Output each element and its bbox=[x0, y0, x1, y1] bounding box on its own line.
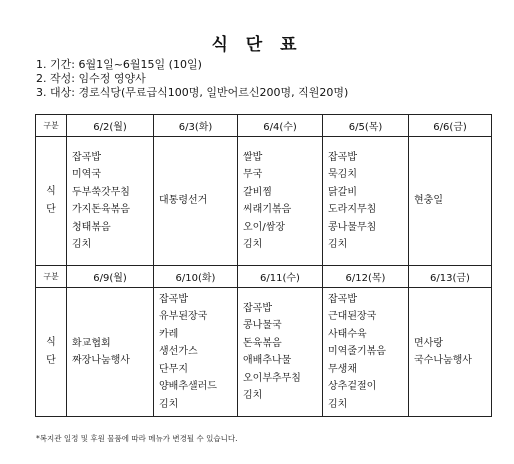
date-cell: 6/6(금) bbox=[409, 115, 492, 137]
date-cell: 6/2(월) bbox=[67, 115, 154, 137]
menu-item: 묵김치 bbox=[328, 169, 357, 180]
menu-item: 면사랑 bbox=[414, 337, 443, 349]
info-block bbox=[36, 58, 348, 100]
date-cell: 6/10(화) bbox=[154, 266, 238, 288]
menu-cell bbox=[67, 137, 154, 266]
date-cell: 6/3(화) bbox=[154, 115, 238, 137]
menu-item: 김치 bbox=[328, 398, 348, 410]
menu-item: 잡곡밥 bbox=[328, 293, 357, 305]
menu-item: 오이/쌈장 bbox=[243, 221, 286, 233]
side-label-char: 식 bbox=[46, 337, 56, 348]
menu-cell bbox=[323, 288, 409, 417]
menu-item: 닭갈비 bbox=[328, 186, 357, 198]
side-label-char: 단 bbox=[46, 355, 56, 366]
side-label bbox=[36, 137, 67, 266]
menu-item: 오이부추무침 bbox=[243, 372, 301, 384]
header-label: 구분 bbox=[36, 266, 67, 288]
date-cell: 6/4(수) bbox=[238, 115, 323, 137]
menu-cell bbox=[409, 137, 492, 266]
week1-menu-row bbox=[36, 137, 492, 266]
date-cell: 6/12(목) bbox=[323, 266, 409, 288]
info-author: 2. 작성: 임수정 영양사 bbox=[36, 72, 146, 85]
menu-item: 콩나물무침 bbox=[328, 221, 377, 233]
menu-item: 가지돈육볶음 bbox=[72, 204, 130, 215]
menu-item: 무생채 bbox=[328, 363, 357, 375]
menu-item: 김치 bbox=[159, 398, 179, 410]
info-target: 3. 대상: 경로식당(무료급식100명, 일반어르신200명, 직원20명) bbox=[36, 86, 349, 99]
menu-cell bbox=[238, 288, 323, 417]
week2-menu-row bbox=[36, 288, 492, 417]
menu-cell bbox=[409, 288, 492, 417]
header-label: 구분 bbox=[36, 115, 67, 137]
menu-item: 도라지무침 bbox=[328, 204, 377, 215]
menu-item: 두부쑥갓무침 bbox=[72, 186, 130, 198]
menu-item: 청태볶음 bbox=[72, 221, 111, 233]
menu-item: 근대된장국 bbox=[328, 311, 377, 323]
menu-cell bbox=[323, 137, 409, 266]
menu-item: 유부된장국 bbox=[159, 311, 208, 323]
menu-item: 김치 bbox=[72, 239, 92, 250]
menu-item: 대통령선거 bbox=[159, 195, 208, 207]
menu-item: 단무지 bbox=[159, 363, 188, 375]
menu-item: 현충일 bbox=[414, 195, 443, 207]
menu-item: 미역줄기볶음 bbox=[328, 346, 386, 358]
menu-item: 쌀밥 bbox=[243, 151, 263, 163]
menu-cell bbox=[67, 288, 154, 417]
menu-item: 화교협회 bbox=[72, 337, 111, 349]
menu-item: 상추겉절이 bbox=[328, 381, 377, 393]
date-cell: 6/11(수) bbox=[238, 266, 323, 288]
menu-item: 갈비찜 bbox=[243, 186, 272, 198]
menu-item: 씨래기볶음 bbox=[243, 204, 292, 215]
menu-item: 잡곡밥 bbox=[328, 151, 357, 163]
menu-item: 무국 bbox=[243, 169, 263, 180]
side-label-char: 단 bbox=[46, 204, 56, 215]
menu-item: 김치 bbox=[328, 239, 348, 250]
menu-item: 카레 bbox=[159, 328, 179, 340]
menu-item: 돈육볶음 bbox=[243, 337, 282, 349]
week2-header-row bbox=[36, 266, 492, 288]
menu-item: 잡곡밥 bbox=[72, 151, 101, 163]
menu-cell bbox=[154, 137, 238, 266]
menu-item: 애배추나물 bbox=[243, 355, 292, 366]
menu-item: 김치 bbox=[243, 239, 263, 250]
menu-cell bbox=[154, 288, 238, 417]
menu-item: 미역국 bbox=[72, 169, 101, 180]
side-label-char: 식 bbox=[46, 186, 56, 197]
menu-item: 잡곡밥 bbox=[159, 293, 188, 305]
footnote: *복지관 일정 및 후원 물품에 따라 메뉴가 변경될 수 있습니다. bbox=[36, 434, 238, 443]
page-title: 식 단 표 bbox=[211, 35, 303, 55]
menu-item: 국수나눔행사 bbox=[414, 355, 472, 366]
menu-item: 사태수육 bbox=[328, 328, 367, 340]
menu-item: 김치 bbox=[243, 390, 263, 401]
menu-item: 짜장나눔행사 bbox=[72, 355, 130, 366]
date-cell: 6/13(금) bbox=[409, 266, 492, 288]
date-cell: 6/5(목) bbox=[323, 115, 409, 137]
menu-cell bbox=[238, 137, 323, 266]
info-period: 1. 기간: 6월1일~6월15일 (10일) bbox=[36, 58, 202, 71]
menu-item: 생선가스 bbox=[159, 346, 198, 358]
menu-table bbox=[35, 114, 492, 417]
menu-item: 콩나물국 bbox=[243, 320, 282, 331]
menu-item: 잡곡밥 bbox=[243, 302, 272, 314]
side-label bbox=[36, 288, 67, 417]
week1-header-row bbox=[36, 115, 492, 137]
menu-item: 양배추샐러드 bbox=[159, 381, 217, 393]
date-cell: 6/9(월) bbox=[67, 266, 154, 288]
